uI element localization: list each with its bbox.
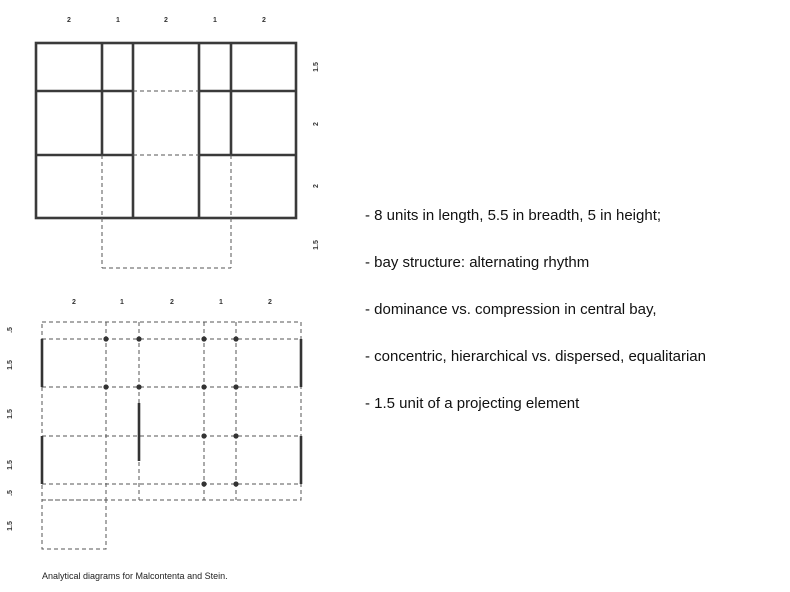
bottom-plan-grid <box>42 322 301 549</box>
column-dot <box>201 384 206 389</box>
top-row-unit-4: 1.5 <box>313 240 320 250</box>
column-dot <box>201 433 206 438</box>
top-row-unit-2: 2 <box>313 122 320 126</box>
outer-wall <box>36 43 296 218</box>
bottom-row-unit-1: .5 <box>7 327 14 333</box>
column-dot <box>233 481 238 486</box>
bottom-col-unit-3: 2 <box>170 299 174 306</box>
top-col-unit-1: 2 <box>67 17 71 24</box>
column-dot <box>201 481 206 486</box>
top-row-unit-1: 1.5 <box>313 62 320 72</box>
projecting-element <box>42 500 106 549</box>
top-col-unit-3: 2 <box>164 17 168 24</box>
figure-caption: Analytical diagrams for Malcontenta and Stein. <box>42 571 228 581</box>
bullet-dominance: - dominance vs. compression in central bay, <box>365 301 657 318</box>
top-col-unit-2: 1 <box>116 17 120 24</box>
bottom-col-unit-2: 1 <box>120 299 124 306</box>
analysis-bullet-list <box>365 207 785 442</box>
bottom-plan-solid-walls <box>42 339 301 484</box>
bottom-col-unit-4: 1 <box>219 299 223 306</box>
column-dot <box>136 336 141 341</box>
column-dot <box>201 336 206 341</box>
bottom-plan-columns <box>103 336 238 486</box>
grid-boundary <box>42 322 301 500</box>
bottom-col-unit-5: 2 <box>268 299 272 306</box>
bullet-projecting-element: - 1.5 unit of a projecting element <box>365 395 580 412</box>
top-plan-dashed-lines <box>102 91 231 268</box>
top-plan-walls <box>36 43 296 218</box>
bullet-bay-structure: - bay structure: alternating rhythm <box>365 254 590 271</box>
top-col-unit-5: 2 <box>262 17 266 24</box>
bottom-row-unit-2: 1.5 <box>7 360 14 370</box>
column-dot <box>136 384 141 389</box>
column-dot <box>103 384 108 389</box>
stein-plan-diagram <box>0 285 330 565</box>
top-row-unit-3: 2 <box>313 184 320 188</box>
column-dot <box>103 336 108 341</box>
bullet-concentric: - concentric, hierarchical vs. dispersed, equalitarian <box>365 348 706 365</box>
bottom-row-unit-3: 1.5 <box>7 409 14 419</box>
malcontenta-plan-diagram <box>0 0 340 285</box>
bottom-row-unit-4: 1.5 <box>7 460 14 470</box>
column-dot <box>233 336 238 341</box>
bottom-col-unit-1: 2 <box>72 299 76 306</box>
bottom-row-unit-5: .5 <box>7 490 14 496</box>
bottom-row-unit-6: 1.5 <box>7 521 14 531</box>
column-dot <box>233 384 238 389</box>
top-col-unit-4: 1 <box>213 17 217 24</box>
column-dot <box>233 433 238 438</box>
bullet-dimensions: - 8 units in length, 5.5 in breadth, 5 in height; <box>365 207 662 224</box>
